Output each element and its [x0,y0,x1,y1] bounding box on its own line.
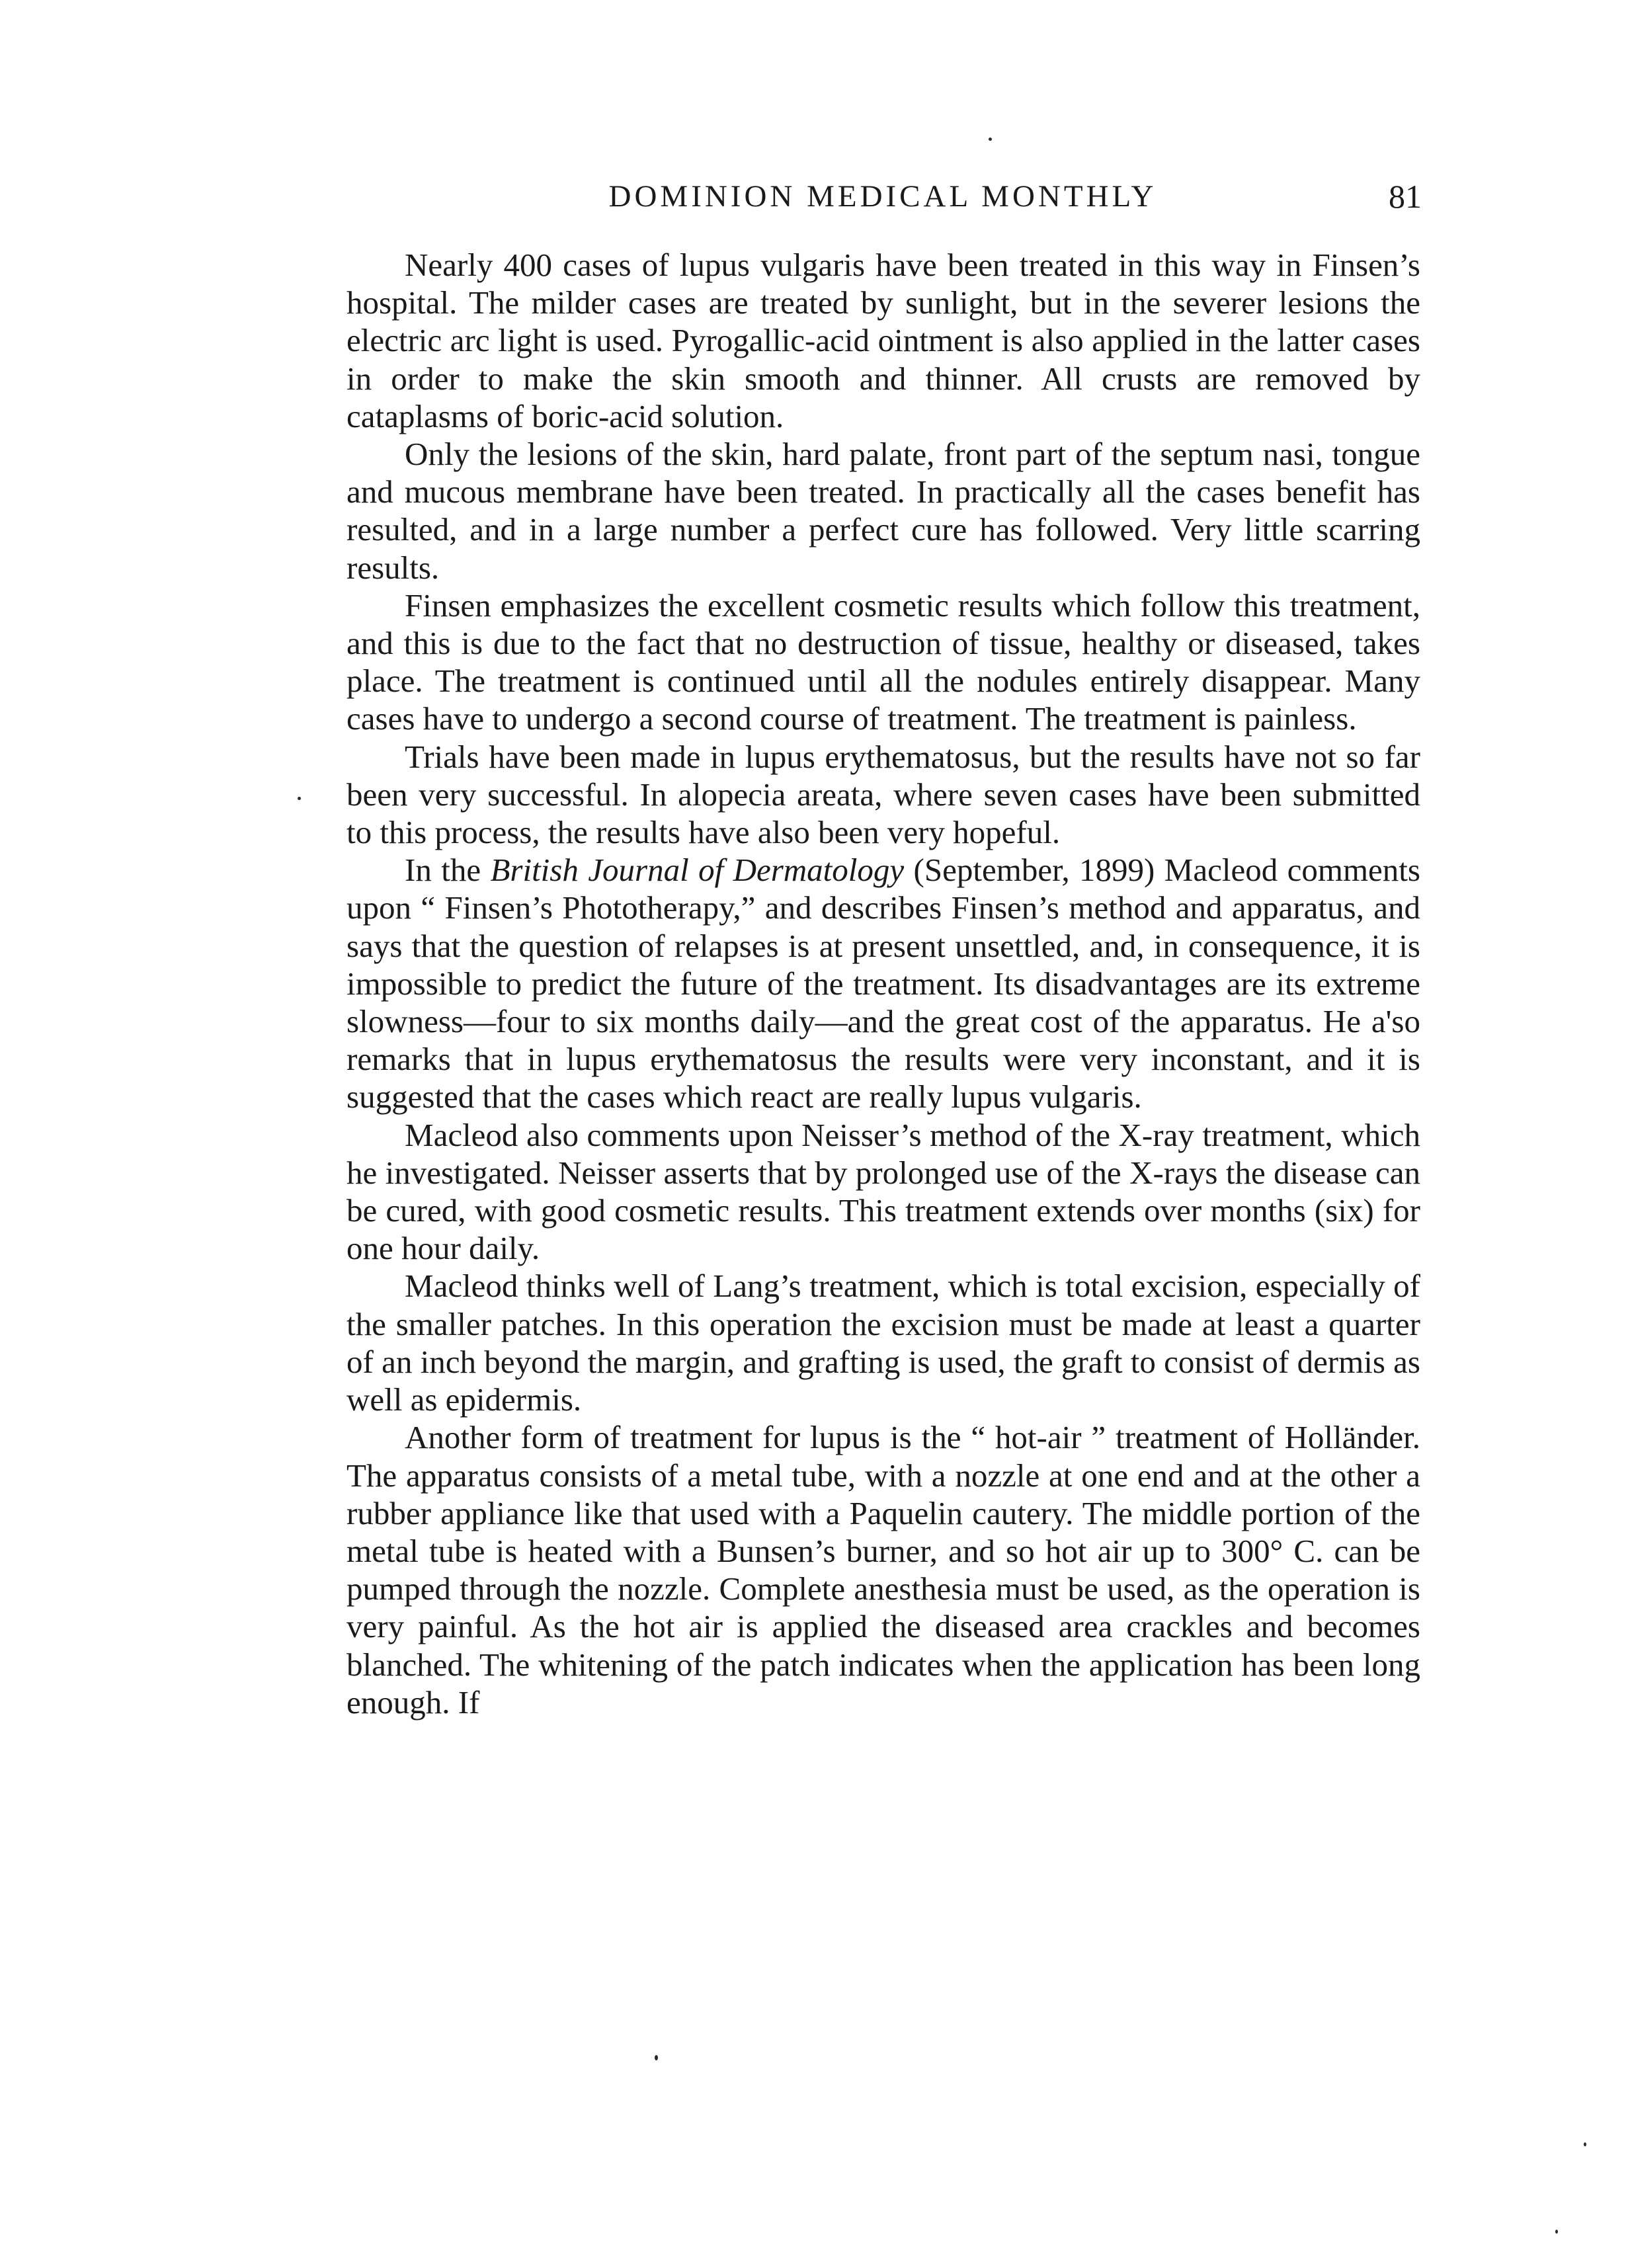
scan-speck [655,2055,658,2060]
citation-lead: In the [405,852,491,889]
paragraph: Macleod thinks well of Lang’s treatment, which is total excision, especially of the smaller patches. In this operation the excision must be made at least a quarter of an inch beyond the margin, and grafting is used, the graft to consist of dermis as well as epidermis. [346,1268,1420,1418]
citation-rest: (September, 1899) Macleod comments upon “ Finsen’s Phototherapy,” and describes Finsen’s method and apparatus, and says that the question of relapses is at present unsettled, and, in consequence, it is impossible to predict the future of the treatment. Its disadvantages are its extreme slowness—four to six months daily—and the great cost of the apparatus. He a'so remarks that in lupus erythematosus the results were very inconstant, and it is suggested that the cases which react are really lupus vulgaris. [346,852,1420,1115]
scan-speck [1584,2142,1586,2146]
page-number: 81 [1389,178,1422,215]
article-body [346,246,1420,1721]
paragraph-citation [346,851,1420,1115]
scan-speck [1555,2230,1558,2234]
journal-title: DOMINION MEDICAL MONTHLY [608,179,1157,214]
journal-citation: British Journal of Dermatology [490,852,905,889]
running-head [344,173,1422,220]
paragraph: Another form of treatment for lupus is the “ hot-air ” treatment of Holländer. The apparatus consists of a metal tube, with a nozzle at one end and at the other a rubber appliance like that used with a Paquelin cautery. The middle portion of the metal tube is heated with a Bunsen’s burner, and so hot air up to 300° C. can be pumped through the nozzle. Complete anesthesia must be used, as the operation is very painful. As the hot air is applied the diseased area crackles and becomes blanched. The whitening of the patch indicates when the application has been long enough. If [346,1419,1420,1721]
paragraph: Nearly 400 cases of lupus vulgaris have been treated in this way in Finsen’s hospital. The milder cases are treated by sunlight, but in the severer lesions the electric arc light is used. Pyrogallic-acid ointment is also applied in the latter cases in order to make the skin smooth and thinner. All crusts are removed by cataplasms of boric-acid solution. [346,247,1420,434]
paragraph: Trials have been made in lupus erythematosus, but the results have not so far been very successful. In alopecia areata, where seven cases have been submitted to this process, the results have also been very hopeful. [346,738,1420,851]
paragraph: Macleod also comments upon Neisser’s method of the X-ray treatment, which he investigated. Neisser asserts that by prolonged use of the X-rays the disease can be cured, with good cosmetic results. This treatment extends over months (six) for one hour daily. [346,1116,1420,1267]
paragraph: Finsen emphasizes the excellent cosmetic results which follow this treatment, and this is due to the fact that no destruction of tissue, healthy or diseased, takes place. The treatment is continued until all the nodules entirely disappear. Many cases have to undergo a second course of treatment. The treatment is painless. [346,587,1420,737]
paragraph: Only the lesions of the skin, hard palate, front part of the septum nasi, tongue and mucous membrane have been treated. In practically all the cases benefit has resulted, and in a large number a perfect cure has followed. Very little scarring results. [346,436,1420,586]
scan-speck [298,797,301,800]
scan-speck [989,138,992,141]
